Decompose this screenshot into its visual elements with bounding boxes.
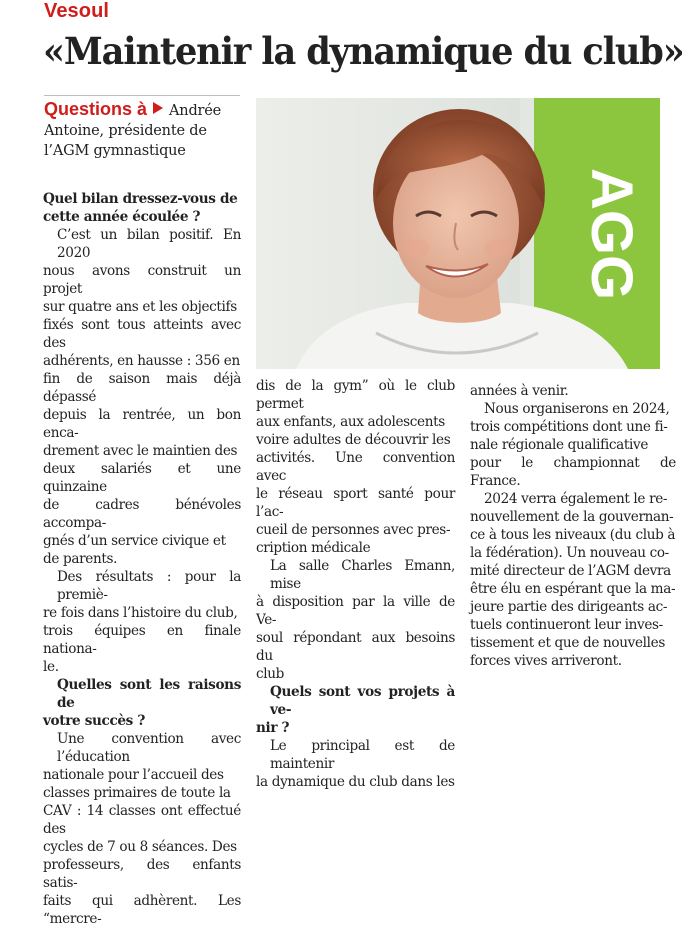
questions-label: Questions à [44, 99, 148, 119]
answer-line: dis de la gym” où le club permet [256, 378, 455, 412]
answer-line: soul répondant aux besoins du [256, 630, 455, 664]
answer-line: faits qui adhèrent. Les “mercre- [43, 893, 241, 927]
divider [44, 95, 240, 96]
answer-line: ce à tous les niveaux (du club à [470, 527, 676, 543]
questions-box [44, 99, 242, 161]
answer-line: voire adultes de découvrir les [256, 432, 451, 448]
answer-line: club [256, 666, 285, 682]
answer-line: à disposition par la ville de Ve- [256, 594, 455, 628]
answer-line: le réseau sport santé pour l’ac- [256, 486, 455, 520]
answer-line: nous avons construit un projet [43, 263, 241, 297]
question-1-line-2: cette année écoulée ? [43, 209, 201, 225]
play-arrow-icon [153, 102, 163, 114]
answer-line: activités. Une convention avec [256, 450, 455, 484]
answer-line: nouvellement de la gouvernan- [470, 509, 674, 525]
answer-line: C’est un bilan positif. En 2020 [57, 227, 241, 261]
answer-line: années à venir. [470, 383, 569, 399]
answer-line: trois équipes en finale nationa- [43, 623, 241, 657]
answer-line: re fois dans l’histoire du club, [43, 605, 238, 621]
answer-line: Nous organiserons en 2024, [484, 401, 670, 417]
answer-line: le. [43, 659, 59, 675]
answer-line: CAV : 14 classes ont effectué des [43, 803, 241, 837]
answer-line: cueil de personnes avec pres- [256, 522, 451, 538]
banner-text: AGG [579, 168, 644, 301]
answer-line: drement avec le maintien des [43, 443, 238, 459]
text-column-2 [256, 377, 455, 791]
answer-line: la fédération). Un nouveau co- [470, 545, 669, 561]
answer-line: professeurs, des enfants satis- [43, 857, 241, 891]
answer-line: tissement et que de nouvelles [470, 635, 665, 651]
answer-line: deux salariés et une quinzaine [43, 461, 241, 495]
answer-line: jeure partie des dirigeants ac- [470, 599, 668, 615]
portrait-photo [256, 98, 660, 369]
answer-line: fixés sont tous atteints avec des [43, 317, 241, 351]
section-label: Vesoul [44, 0, 110, 22]
question-2-line-1: Quelles sont les raisons de [57, 677, 241, 711]
answer-line: gnés d’un service civique et [43, 533, 226, 549]
answer-line: nale régionale qualificative [470, 437, 649, 453]
answer-line: la dynamique du club dans les [256, 774, 455, 790]
answer-line: fin de saison mais déjà dépassé [43, 371, 241, 405]
portrait-image [256, 98, 660, 369]
question-1-line-1: Quel bilan dressez-vous de [43, 191, 238, 207]
answer-line: nationale pour l’accueil des [43, 767, 224, 783]
text-column-3 [470, 382, 676, 670]
answer-line: forces vives arriveront. [470, 653, 622, 669]
answer-line: 2024 verra également le re- [484, 491, 668, 507]
article-title: «Maintenir la dynamique du club» [43, 29, 684, 73]
answer-line: Le principal est de maintenir [270, 738, 455, 772]
answer-line: de parents. [43, 551, 118, 567]
answer-line: La salle Charles Emann, mise [270, 558, 455, 592]
answer-line: être élu en espérant que la ma- [470, 581, 676, 597]
answer-line: depuis la rentrée, un bon enca- [43, 407, 241, 441]
answer-line: Une convention avec l’éducation [57, 731, 241, 765]
answer-line: aux enfants, aux adolescents [256, 414, 445, 430]
interviewee: Andrée Antoine, présidente de l’AGM gymnastique [44, 103, 222, 159]
answer-line: classes primaires de toute la [43, 785, 231, 801]
question-2-line-2: votre succès ? [43, 713, 145, 729]
answer-line: cycles de 7 ou 8 séances. Des [43, 839, 237, 855]
question-3-line-2: nir ? [256, 720, 290, 736]
answer-line: Des résultats : pour la premiè- [57, 569, 241, 603]
answer-line: adhérents, en hausse : 356 en [43, 353, 240, 369]
question-3-line-1: Quels sont vos projets à ve- [270, 684, 455, 718]
answer-line: mité directeur de l’AGM devra [470, 563, 671, 579]
answer-line: de cadres bénévoles accompa- [43, 497, 241, 531]
answer-line: tuels continueront leur inves- [470, 617, 663, 633]
text-column-1 [43, 190, 241, 928]
answer-line: sur quatre ans et les objectifs [43, 299, 237, 315]
answer-line: pour le championnat de France. [470, 455, 676, 489]
answer-line: cription médicale [256, 540, 371, 556]
answer-line: trois compétitions dont une fi- [470, 419, 668, 435]
